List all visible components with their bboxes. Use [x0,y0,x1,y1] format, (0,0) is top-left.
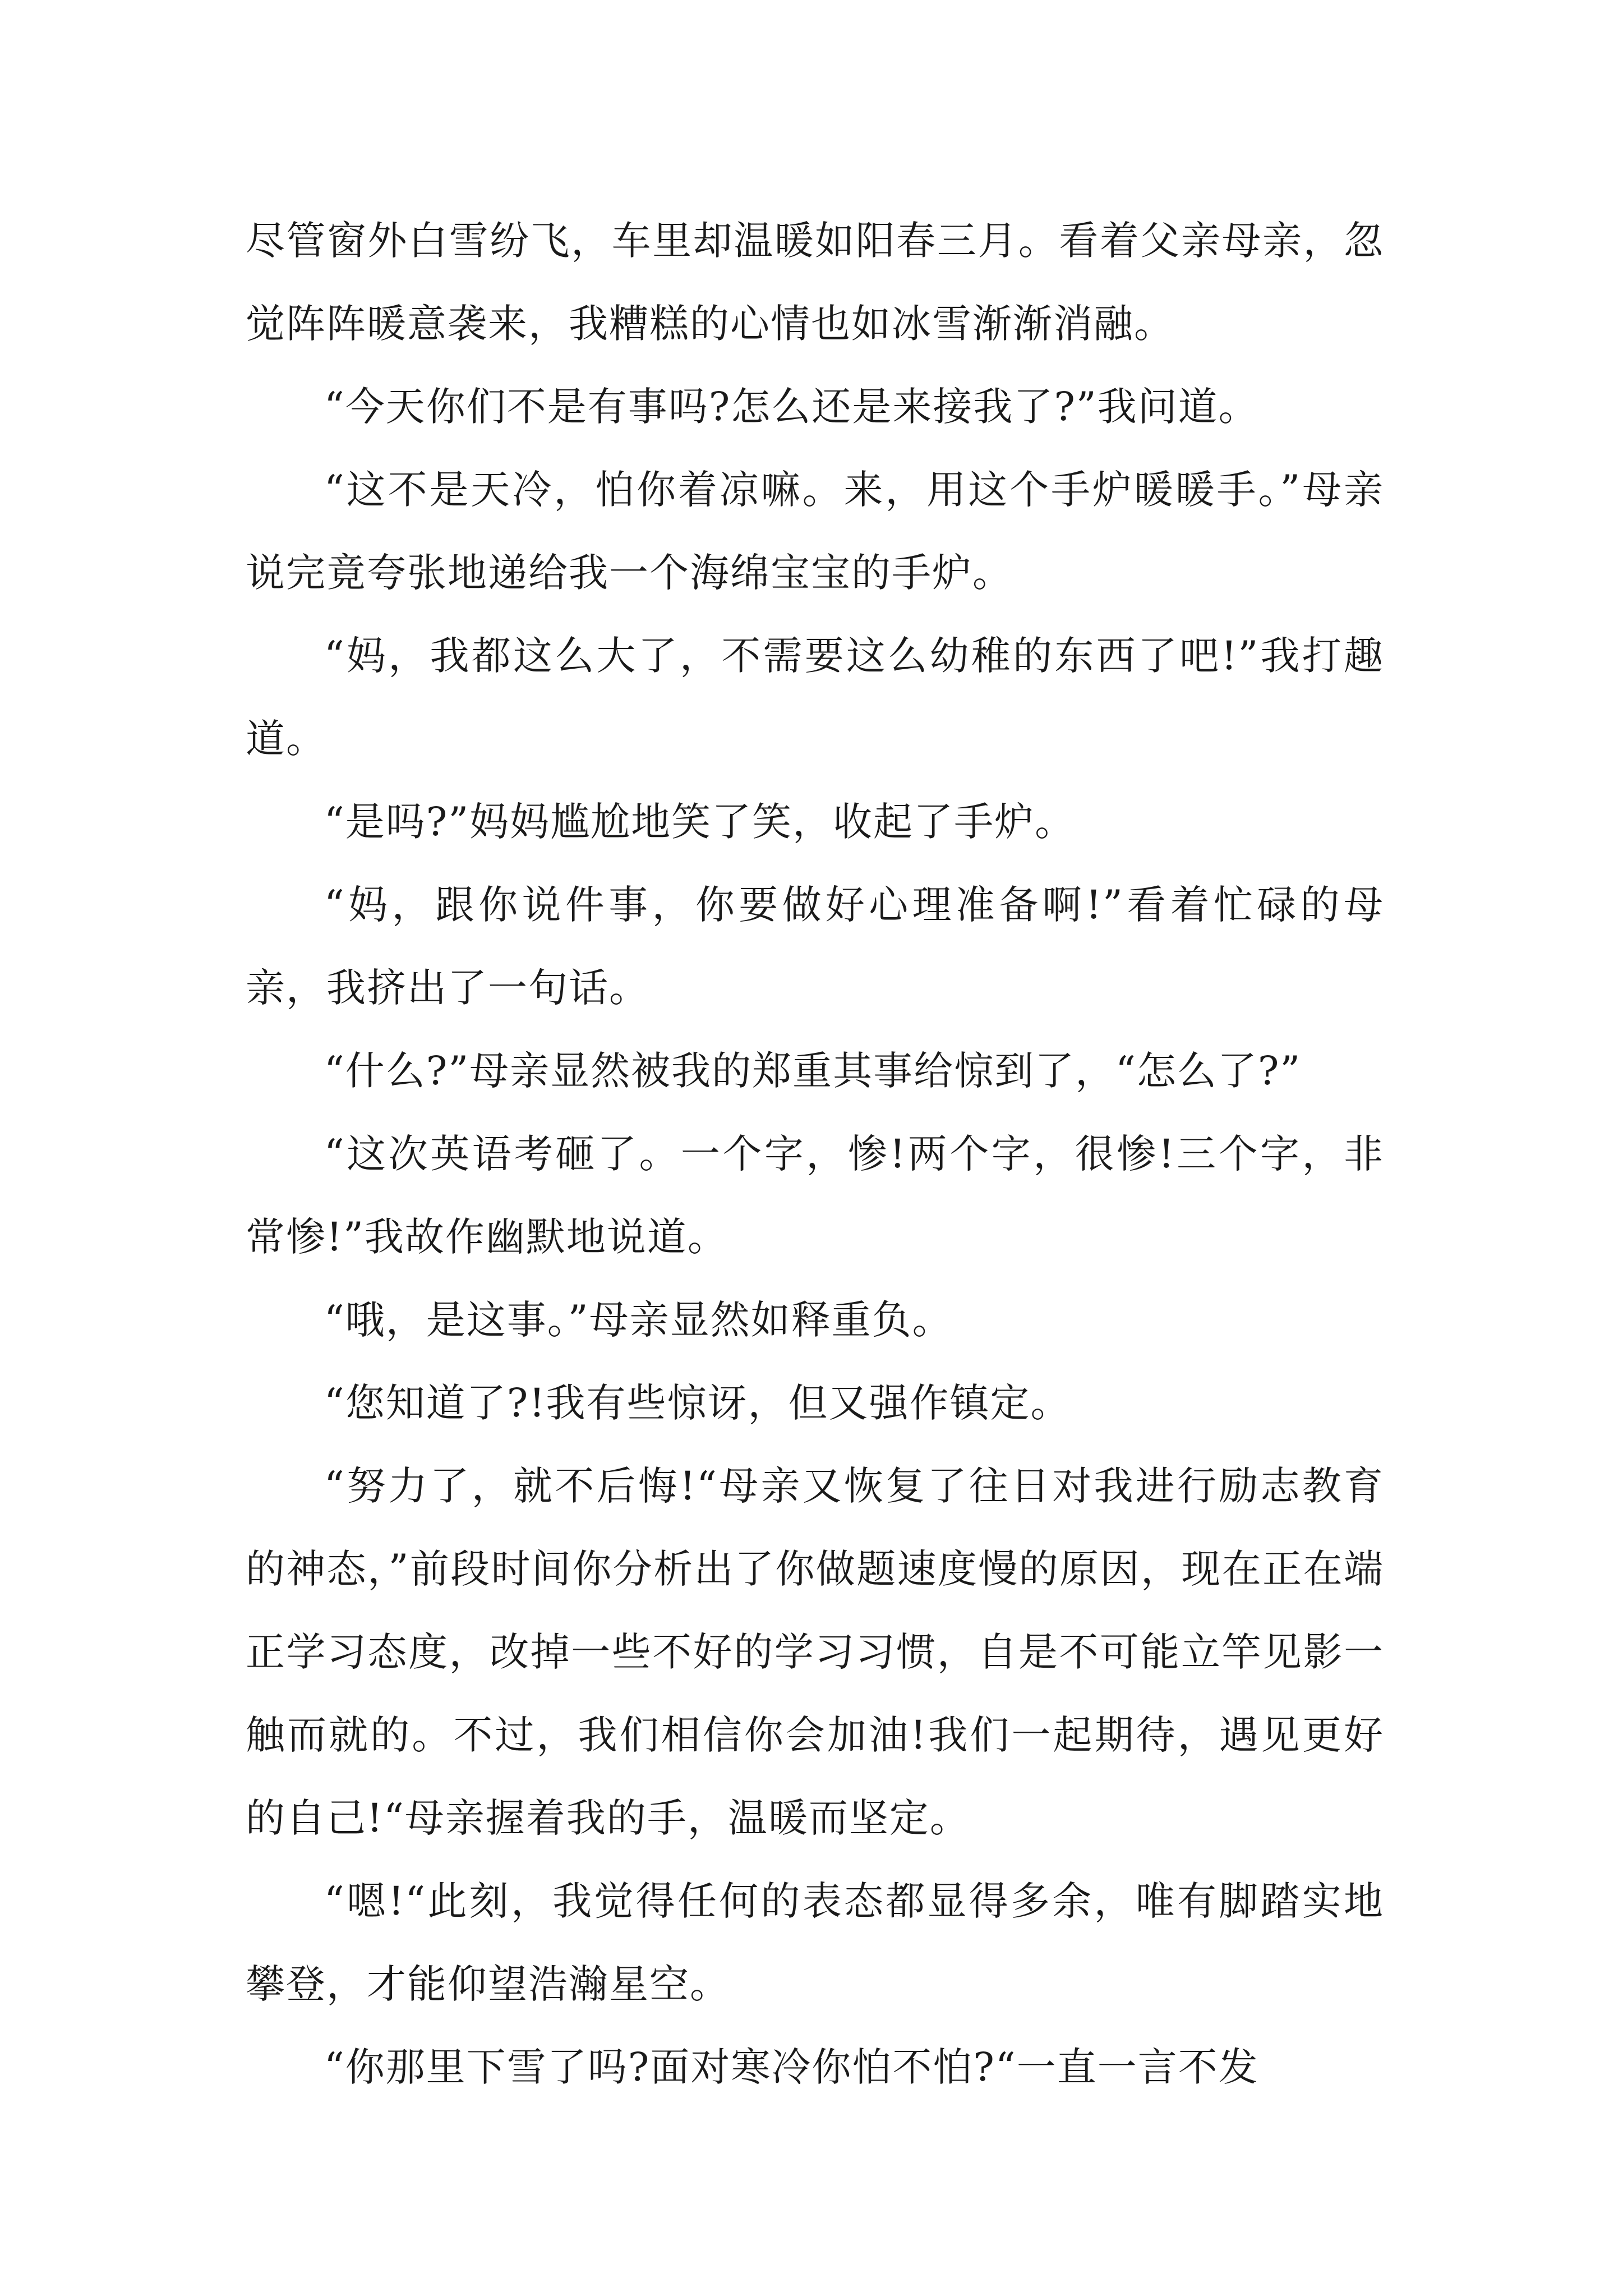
paragraph: “什么?”母亲显然被我的郑重其事给惊到了，“怎么了?” [324,1048,1302,1094]
paragraph: “这次英语考砸了。一个字，惨!两个字，很惨!三个字，非常惨!”我故作幽默地说道。 [246,1131,1384,1260]
paragraph: “哦，是这事。”母亲显然如释重负。 [324,1297,953,1343]
body-text [246,199,1384,2109]
paragraph: “妈，跟你说件事，你要做好心理准备啊!”看着忙碌的母亲，我挤出了一句话。 [246,882,1384,1011]
paragraph: “是吗?”妈妈尴尬地笑了笑，收起了手炉。 [324,799,1076,845]
paragraph: “嗯!“此刻，我觉得任何的表态都显得多余，唯有脚踏实地攀登，才能仰望浩瀚星空。 [246,1878,1384,2007]
paragraph: “今天你们不是有事吗?怎么还是来接我了?”我问道。 [324,384,1259,430]
paragraph: “努力了，就不后悔!“母亲又恢复了往日对我进行励志教育的神态，”前段时间你分析出了你做题速度慢的原因，现在正在端正学习态度，改掉一些不好的学习习惯，自是不可能立竿见影一触而就的。不过，我们相信你会加油!我们一起期待，遇见更好的自己!“母亲握着我的手，温暖而坚定。 [246,1463,1384,1841]
paragraph: “这不是天冷，怕你着凉嘛。来，用这个手炉暖暖手。”母亲说完竟夸张地递给我一个海绵宝宝的手炉。 [246,467,1384,596]
paragraph: 尽管窗外白雪纷飞，车里却温暖如阳春三月。看着父亲母亲，忽觉阵阵暖意袭来，我糟糕的心情也如冰雪渐渐消融。 [246,218,1384,347]
paragraph: “妈，我都这么大了，不需要这么幼稚的东西了吧!”我打趣道。 [246,633,1384,762]
paragraph: “您知道了?!我有些惊讶，但又强作镇定。 [324,1380,1071,1426]
paragraph: “你那里下雪了吗?面对寒冷你怕不怕?“一直一言不发 [324,2044,1259,2090]
